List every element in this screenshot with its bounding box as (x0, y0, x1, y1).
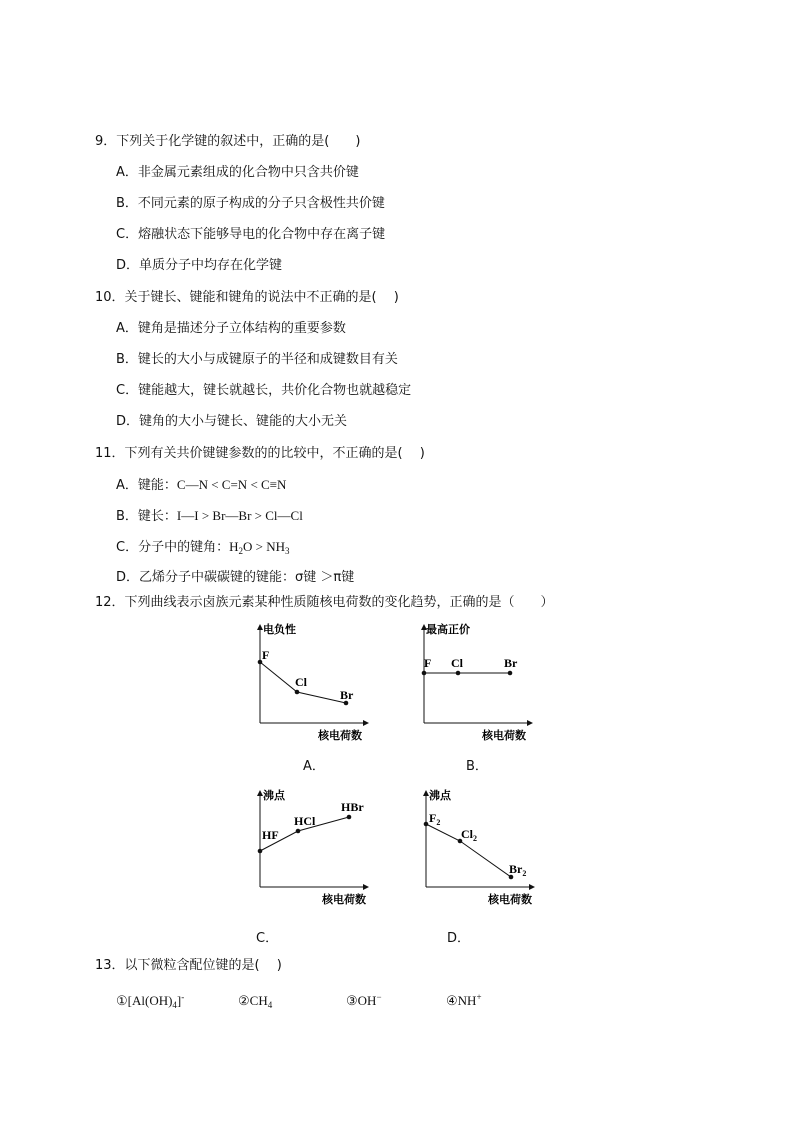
q11-option-b-prefix: B．键长： (116, 509, 177, 524)
q10-option-c: C．键能越大，键长就越长，共价化合物也就越稳定 (116, 383, 412, 398)
graph-a-label: A． (303, 759, 325, 774)
q11-option-b (116, 508, 303, 525)
point-label-br: Br (340, 688, 354, 702)
graph-b-xlabel: 核电荷数 (482, 730, 526, 742)
data-point (456, 671, 461, 676)
graph-a-xlabel: 核电荷数 (318, 730, 362, 742)
point-label-cl2 (461, 827, 477, 843)
label-symbol: Br (509, 862, 523, 876)
q13-item-2 (238, 993, 346, 1013)
q11-stem: 11．下列有关共价键键参数的的比较中，不正确的是( ) (95, 446, 425, 461)
q11-option-a (116, 477, 286, 494)
q13-items (116, 989, 482, 1013)
item-text: ③OH (346, 993, 377, 1008)
graph-b-label: B． (466, 759, 488, 774)
point-label-hf: HF (262, 828, 279, 842)
item-sub: 4 (172, 1000, 177, 1010)
item-sup: + (476, 992, 482, 1002)
item-text: ①[Al(OH) (116, 993, 173, 1008)
graph-c-label: C． (256, 931, 279, 946)
point-label-f: F (262, 648, 270, 662)
item-sub: 4 (267, 1000, 273, 1010)
graph-a-ylabel: 电负性 (263, 624, 296, 636)
data-point (295, 690, 300, 695)
q10-option-a: A．键角是描述分子立体结构的重要参数 (116, 321, 346, 336)
graph-d-xlabel: 核电荷数 (488, 894, 532, 906)
formula-sub: 2 (238, 546, 243, 556)
point-label-f: F (424, 656, 432, 670)
data-point (347, 815, 352, 820)
q11-option-a-prefix: A．键能： (116, 478, 177, 493)
graph-d-ylabel: 沸点 (429, 790, 451, 802)
point-label-hcl: HCl (294, 814, 316, 828)
graph-a (240, 615, 380, 745)
point-label-br: Br (504, 656, 518, 670)
graph-d-label: D． (447, 931, 471, 946)
q11-option-c-formula (229, 539, 289, 554)
graph-b-ylabel: 最高正价 (426, 624, 470, 636)
q9-option-b: B．不同元素的原子构成的分子只含极性共价键 (116, 196, 385, 211)
graph-b (404, 615, 544, 745)
item-sup: - (181, 992, 185, 1002)
label-sub: 2 (522, 869, 527, 878)
point-label-f2 (429, 811, 440, 827)
q11-option-c (116, 539, 289, 559)
data-point (422, 671, 427, 676)
q9-stem: 9．下列关于化学键的叙述中，正确的是( ) (95, 134, 361, 149)
formula-o-nh: O > NH (242, 539, 285, 554)
data-point (296, 829, 301, 834)
q13-item-3 (346, 989, 446, 1009)
point-label-br2 (509, 862, 526, 878)
formula-sub: 3 (284, 546, 290, 556)
label-sub: 2 (436, 818, 441, 827)
point-label-hbr: HBr (341, 800, 364, 814)
item-text: ④NH (446, 993, 477, 1008)
label-symbol: F (429, 811, 437, 825)
q13-stem: 13．以下微粒含配位键的是( ) (95, 958, 282, 973)
q10-stem: 10．关于键长、键能和键角的说法中不正确的是( ) (95, 290, 399, 305)
graph-d (406, 783, 546, 913)
q11-option-a-value: C—N < C=N < C≡N (176, 477, 287, 492)
q11-option-d: D．乙烯分子中碳碳键的键能：σ键 ＞π键 (116, 570, 355, 585)
label-symbol: Cl (461, 827, 473, 841)
q9-option-a: A．非金属元素组成的化合物中只含共价键 (116, 165, 359, 180)
q9-option-c: C．熔融状态下能够导电的化合物中存在离子键 (116, 227, 386, 242)
data-point (508, 671, 513, 676)
item-sup: − (376, 992, 382, 1002)
point-label-cl: Cl (295, 675, 307, 689)
q13-item-4 (446, 993, 482, 1008)
point-label-cl: Cl (451, 656, 463, 670)
item-text: ②CH (238, 993, 268, 1008)
formula-h: H (229, 539, 239, 554)
q11-option-b-value: I—I > Br—Br > Cl—Cl (176, 508, 303, 523)
data-point (258, 849, 263, 854)
graph-c (240, 783, 380, 913)
q9-option-d: D．单质分子中均存在化学键 (116, 258, 283, 273)
q11-option-c-prefix: C．分子中的键角： (116, 540, 230, 555)
q13-item-1 (116, 989, 238, 1013)
graph-c-xlabel: 核电荷数 (322, 894, 366, 906)
q12-stem: 12．下列曲线表示卤族元素某种性质随核电荷数的变化趋势，正确的是（ ） (95, 595, 554, 610)
graph-c-ylabel: 沸点 (263, 790, 285, 802)
data-point (424, 822, 429, 827)
q10-option-b: B．键长的大小与成键原子的半径和成键数目有关 (116, 352, 398, 367)
item-text: ] (176, 993, 182, 1008)
q10-option-d: D．键角的大小与键长、键能的大小无关 (116, 414, 348, 429)
label-sub: 2 (473, 834, 477, 843)
